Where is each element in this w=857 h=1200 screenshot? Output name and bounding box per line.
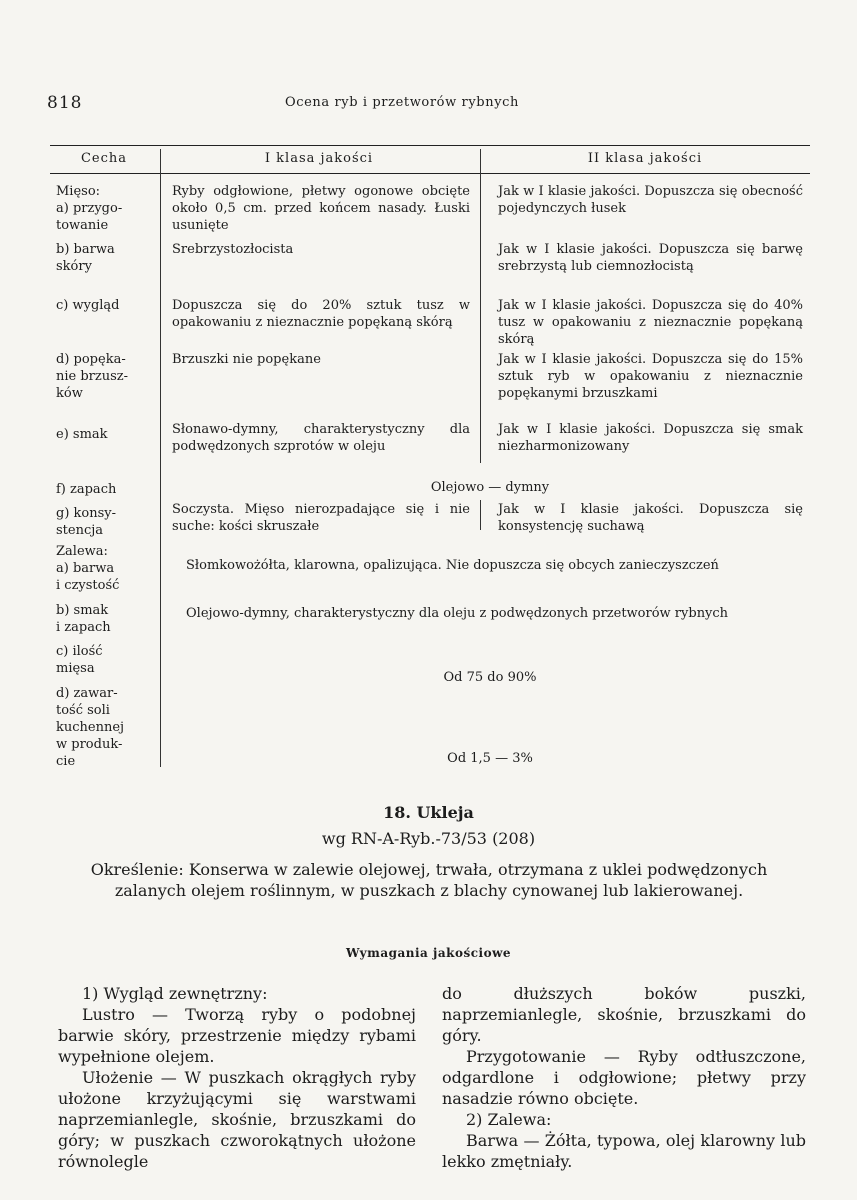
row-class-1: Brzuszki nie popękane — [172, 352, 321, 367]
row-class-1: Słonawo-dymny, charakterystyczny dla podwędzonych szprotów w oleju — [172, 422, 470, 454]
row-feature: d) popęka- nie brzusz- ków — [56, 352, 129, 401]
column-rule-2b — [480, 500, 481, 530]
right-column — [442, 983, 806, 1172]
row-feature: g) konsy- stencja — [56, 506, 117, 538]
paragraph: Barwa — Żółta, typowa, olej klarowny lub lekko zmętniały. — [442, 1131, 806, 1171]
paragraph: Ułożenie — W puszkach okrągłych ryby ułożone krzyżującymi się warstwami naprzemianlegle, skośnie, brzuszkami do góry; w puszkach czworokątnych ułożone równolegle — [58, 1068, 416, 1171]
row-both-classes: Od 1,5 — 3% — [447, 751, 533, 766]
running-header — [0, 93, 857, 113]
column-rule-1 — [160, 149, 161, 767]
row-class-2: Jak w I klasie jakości. Dopuszcza się do 15% sztuk ryb w opakowaniu z nieznacznie popękanymi brzuszkami — [498, 352, 803, 401]
header-class-2: II klasa jakości — [587, 151, 703, 166]
row-class-1: Ryby odgłowione, płetwy ogonowe obcięte około 0,5 cm. przed końcem nasady. Łuski usunięte — [172, 184, 470, 233]
row-feature: d) zawar- tość soli kuchennej w produk- cie — [56, 686, 125, 769]
running-title: Ocena ryb i przetworów rybnych — [285, 95, 519, 110]
paragraph: 2) Zalewa: — [466, 1110, 552, 1129]
row-feature: c) wygląd — [56, 298, 120, 313]
table-top-rule — [50, 145, 810, 146]
row-class-1: Srebrzystozłocista — [172, 242, 294, 257]
row-both-classes: Olejowo — dymny — [430, 480, 550, 495]
row-class-2: Jak w I klasie jakości. Dopuszcza się do 40% tusz w opakowaniu z nieznacznie popękaną skórą — [498, 298, 803, 347]
paragraph: Lustro — Tworzą ryby o podobnej barwie skóry, przestrzenie między rybami wypełnione olejem. — [58, 1005, 416, 1066]
row-feature: e) smak — [56, 427, 108, 442]
header-feature: Cecha — [80, 151, 128, 166]
section-title: 18. Ukleja — [383, 803, 474, 822]
section-norm: wg RN-A-Ryb.-73/53 (208) — [321, 829, 536, 848]
row-feature: Zalewa: a) barwa i czystość — [56, 544, 120, 593]
row-both-classes: Słomkowożółta, klarowna, opalizująca. Nie dopuszcza się obcych zanieczyszczeń — [186, 558, 719, 573]
requirements-heading: Wymagania jakościowe — [345, 946, 512, 960]
row-feature: c) ilość mięsa — [56, 644, 103, 676]
left-column — [58, 983, 416, 1172]
row-class-1: Dopuszcza się do 20% sztuk tusz w opakowaniu z nieznacznie popękaną skórą — [172, 298, 470, 330]
row-class-2: Jak w I klasie jakości. Dopuszcza się obecność pojedynczych łusek — [498, 184, 803, 216]
row-class-2: Jak w I klasie jakości. Dopuszcza się smak niezharmonizowany — [498, 422, 803, 454]
row-feature: b) barwa skóry — [56, 242, 115, 274]
header-class-1: I klasa jakości — [264, 151, 374, 166]
paragraph: 1) Wygląd zewnętrzny: — [82, 984, 268, 1003]
row-both-classes: Olejowo-dymny, charakterystyczny dla oleju z podwędzonych przetworów rybnych — [186, 606, 729, 621]
column-rule-2 — [480, 149, 481, 463]
row-class-1: Soczysta. Mięso nierozpadające się i nie suche: kości skruszałe — [172, 502, 470, 534]
row-both-classes: Od 75 do 90% — [443, 670, 537, 685]
row-class-2: Jak w I klasie jakości. Dopuszcza się konsystencję suchawą — [498, 502, 803, 534]
paragraph: Przygotowanie — Ryby odtłuszczone, odgardlone i odgłowione; płetwy przy nasadzie równo obcięte. — [442, 1047, 806, 1108]
row-feature: f) zapach — [56, 482, 117, 497]
table-header-rule — [50, 173, 810, 174]
section-definition: Określenie: Konserwa w zalewie olejowej, trwała, otrzymana z uklei podwędzonych zalanych olejem roślinnym, w puszkach z blachy cynowanej lub lakierowanej. — [90, 860, 768, 900]
page-number: 818 — [47, 93, 83, 113]
paragraph: do dłuższych boków puszki, naprzemianlegle, skośnie, brzuszkami do góry. — [442, 984, 806, 1045]
row-class-2: Jak w I klasie jakości. Dopuszcza się barwę srebrzystą lub ciemnozłocistą — [498, 242, 803, 274]
row-feature: b) smak i zapach — [56, 603, 111, 635]
row-feature: Mięso: a) przygo- towanie — [56, 184, 123, 233]
